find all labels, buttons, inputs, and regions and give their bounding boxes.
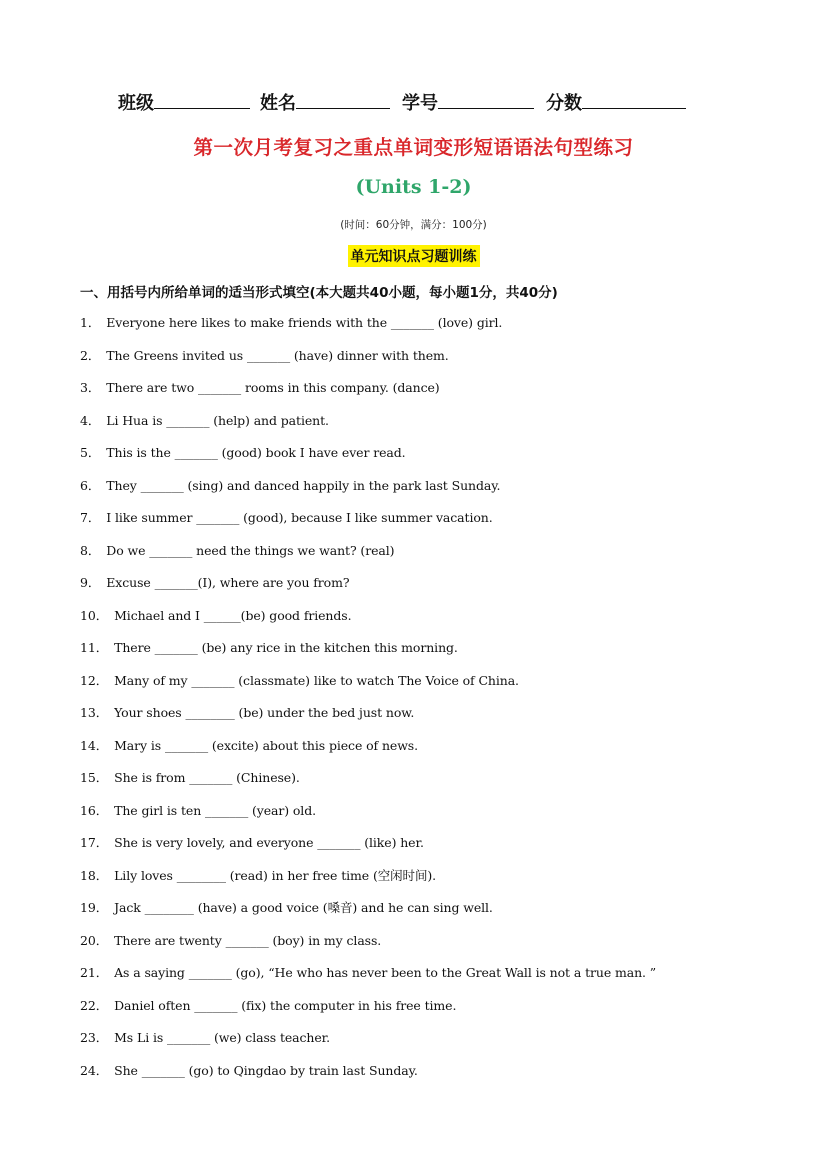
question-item [80, 313, 760, 346]
question-item [80, 508, 760, 541]
score-label: 分数 [546, 93, 582, 114]
question-number: 15． [80, 770, 109, 785]
question-text: There are two _______ rooms in this company. (dance) [106, 380, 440, 395]
time-and-score-note: (时间：60分钟，满分：100分) [340, 219, 487, 231]
class-label: 班级 [118, 93, 154, 114]
question-number: 17． [80, 835, 109, 850]
question-item [80, 703, 760, 736]
question-text: Ms Li is _______ (we) class teacher. [114, 1030, 331, 1045]
question-text: Jack ________ (have) a good voice (嗓音) and he can sing well. [114, 900, 493, 915]
question-text: As a saying _______ (go), “He who has never been to the Great Wall is not a true man. ” [114, 965, 657, 980]
question-item [80, 638, 760, 671]
question-number: 9． [80, 575, 101, 590]
question-item [80, 346, 760, 379]
question-number: 22． [80, 997, 109, 1013]
question-item [80, 443, 760, 476]
question-text: Lily loves ________ (read) in her free time (空闲时间). [114, 867, 436, 883]
question-text: Many of my _______ (classmate) like to watch The Voice of China. [114, 672, 519, 688]
question-text: They _______ (sing) and danced happily in the park last Sunday. [106, 477, 501, 493]
question-text: Your shoes ________ (be) under the bed just now. [114, 705, 415, 720]
student-info-row [118, 88, 718, 116]
question-text: Michael and I ______(be) good friends. [114, 607, 352, 623]
question-text: She is from _______ (Chinese). [114, 770, 300, 785]
question-number: 2． [80, 347, 101, 363]
question-number: 20． [80, 932, 109, 948]
question-number: 4． [80, 412, 101, 428]
question-list [80, 313, 760, 1093]
question-number: 19． [80, 900, 109, 915]
question-text: She is very lovely, and everyone _______ (like) her. [114, 835, 424, 850]
question-text: I like summer _______ (good), because I like summer vacation. [106, 510, 493, 525]
question-item [80, 573, 760, 606]
worksheet-title: 第一次月考复习之重点单词变形短语语法句型练习 [193, 136, 634, 159]
question-number: 24． [80, 1062, 109, 1078]
question-text: Mary is _______ (excite) about this piece of news. [114, 737, 418, 753]
question-item [80, 736, 760, 769]
question-text: Everyone here likes to make friends with the _______ (love) girl. [106, 315, 503, 330]
question-number: 11． [80, 640, 109, 655]
question-number: 5． [80, 445, 101, 460]
question-item [80, 671, 760, 704]
section-badge: 单元知识点习题训练 [348, 245, 480, 267]
question-text: The girl is ten _______ (year) old. [114, 802, 316, 818]
question-text: There are twenty _______ (boy) in my class. [114, 932, 382, 948]
student-id-blank[interactable] [438, 88, 534, 109]
question-item [80, 866, 760, 899]
section-badge-wrapper [0, 245, 827, 267]
question-item [80, 963, 760, 996]
question-number: 7． [80, 510, 101, 525]
question-item [80, 541, 760, 574]
question-number: 21． [80, 965, 109, 980]
name-label: 姓名 [260, 93, 296, 114]
question-number: 12． [80, 672, 109, 688]
question-text: Do we _______ need the things we want? (real) [106, 542, 395, 558]
question-text: There _______ (be) any rice in the kitchen this morning. [114, 640, 458, 655]
question-text: She _______ (go) to Qingdao by train last Sunday. [114, 1062, 418, 1078]
question-number: 16． [80, 802, 109, 818]
question-item [80, 996, 760, 1029]
question-item [80, 411, 760, 444]
question-item [80, 1028, 760, 1061]
question-number: 8． [80, 542, 101, 558]
question-item [80, 476, 760, 509]
class-blank[interactable] [154, 88, 250, 109]
question-number: 13． [80, 705, 109, 720]
question-item [80, 1061, 760, 1094]
question-number: 1． [80, 315, 101, 330]
question-number: 14． [80, 737, 109, 753]
question-text: Excuse _______(I), where are you from? [106, 575, 350, 590]
question-item [80, 378, 760, 411]
question-number: 6． [80, 477, 101, 493]
name-blank[interactable] [296, 88, 390, 109]
question-text: Li Hua is _______ (help) and patient. [106, 412, 329, 428]
question-item [80, 606, 760, 639]
question-item [80, 931, 760, 964]
question-number: 10． [80, 607, 109, 623]
question-item [80, 768, 760, 801]
question-number: 18． [80, 867, 109, 883]
question-item [80, 898, 760, 931]
question-item [80, 833, 760, 866]
question-number: 3． [80, 380, 101, 395]
question-text: This is the _______ (good) book I have ever read. [106, 445, 406, 460]
part-one-heading: 一、用括号内所给单词的适当形式填空(本大题共40小题，每小题1分，共40分) [80, 285, 558, 301]
units-subtitle: (Units 1-2) [355, 176, 472, 198]
student-id-label: 学号 [402, 93, 438, 114]
question-text: Daniel often _______ (fix) the computer in his free time. [114, 997, 457, 1013]
score-blank[interactable] [582, 88, 686, 109]
question-text: The Greens invited us _______ (have) dinner with them. [106, 347, 449, 363]
question-item [80, 801, 760, 834]
question-number: 23． [80, 1030, 109, 1045]
